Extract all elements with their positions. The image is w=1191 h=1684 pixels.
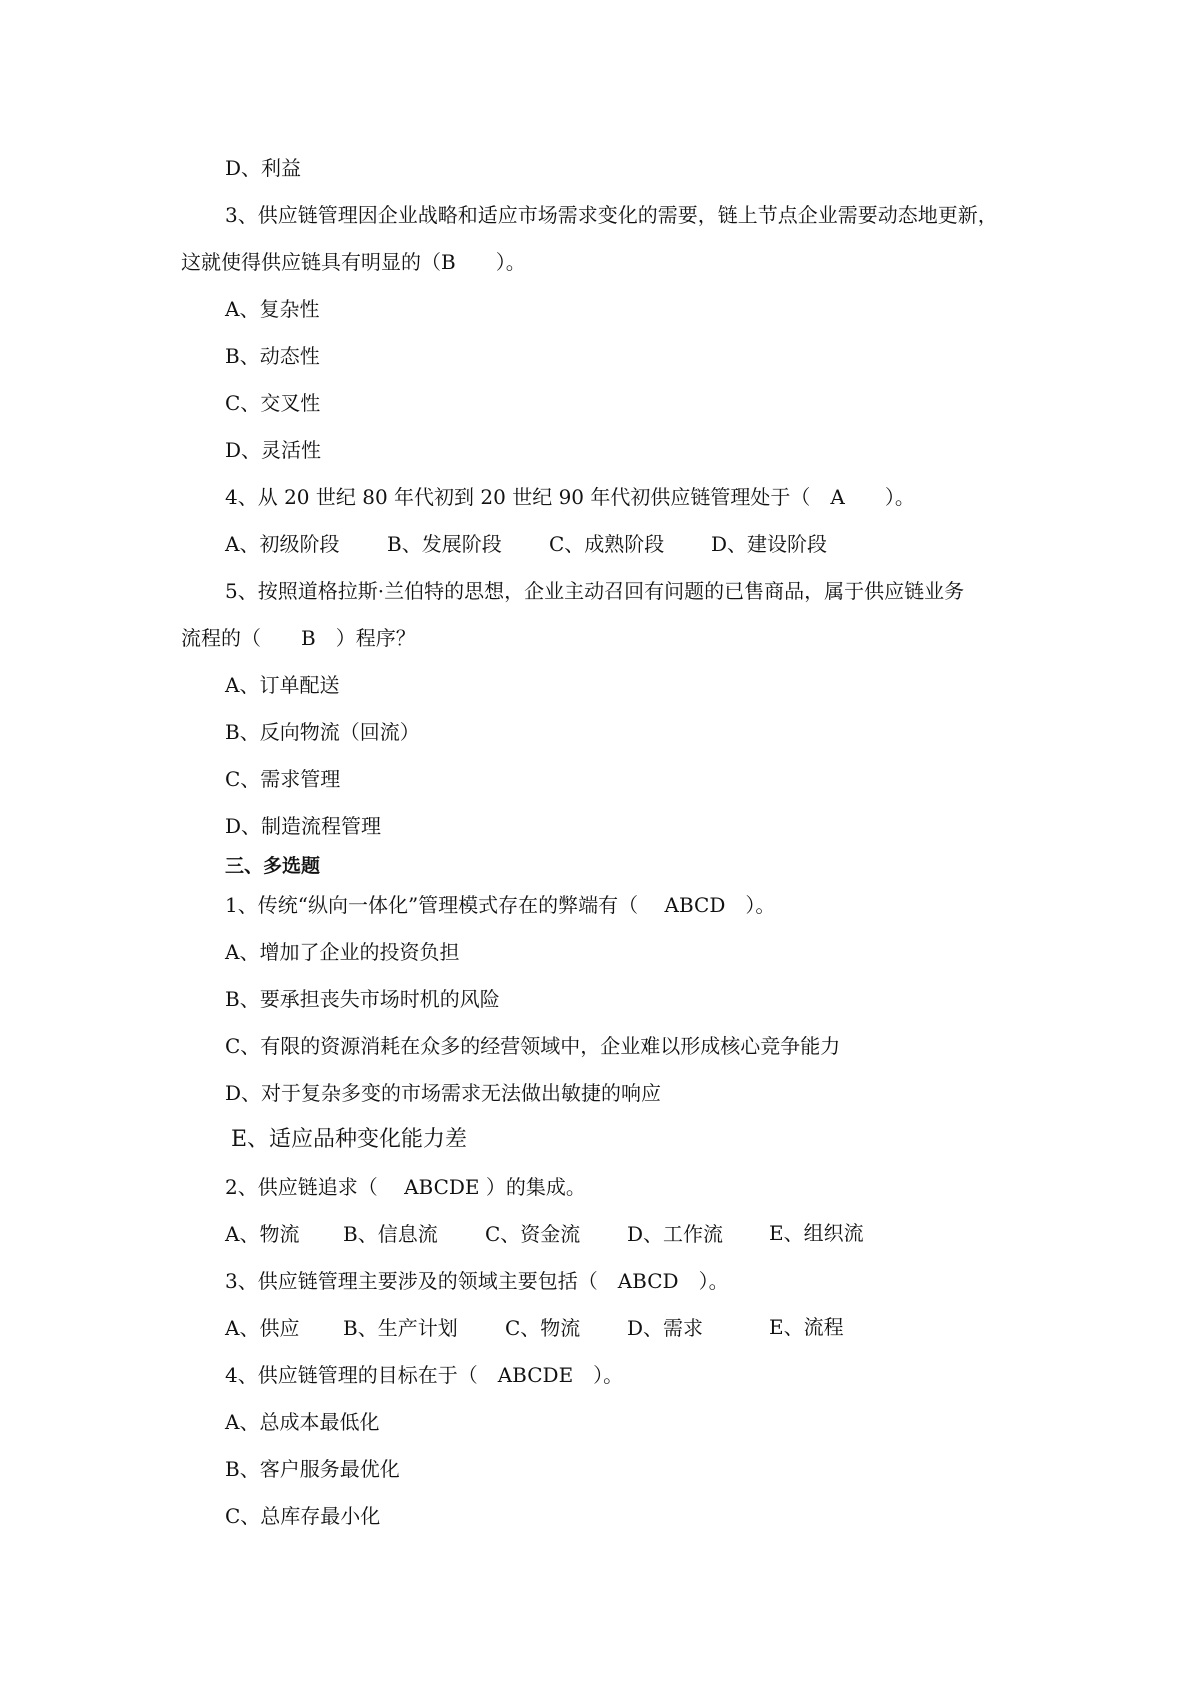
option-text: B、反向物流（回流） (225, 720, 420, 744)
question-text: 2、供应链追求（ ABCDE ）的集成。 (225, 1175, 586, 1199)
question-text: 4、从 20 世纪 80 年代初到 20 世纪 90 年代初供应链管理处于（ A ）。 (225, 485, 915, 509)
option-text: C、交叉性 (225, 391, 321, 415)
option-text: A、总成本最低化 (225, 1410, 380, 1434)
question-text: 3、供应链管理主要涉及的领域主要包括（ ABCD ）。 (225, 1269, 729, 1293)
option-text: D、制造流程管理 (225, 814, 382, 838)
question-text: 5、按照道格拉斯·兰伯特的思想，企业主动召回有问题的已售商品，属于供应链业务 (225, 579, 965, 603)
option-text: B、生产计划 (343, 1316, 458, 1340)
section-heading: 三、多选题 (225, 855, 321, 877)
option-text: A、物流 (225, 1222, 300, 1246)
option-text: D、工作流 (627, 1222, 724, 1246)
option-text: E、流程 (769, 1315, 844, 1339)
option-text: D、对于复杂多变的市场需求无法做出敏捷的响应 (225, 1081, 662, 1105)
option-text: A、增加了企业的投资负担 (225, 940, 460, 964)
option-text: B、动态性 (225, 344, 320, 368)
option-text: B、要承担丧失市场时机的风险 (225, 987, 500, 1011)
option-text: C、总库存最小化 (225, 1504, 381, 1528)
option-text: B、客户服务最优化 (225, 1457, 400, 1481)
question-text: 4、供应链管理的目标在于（ ABCDE ）。 (225, 1363, 624, 1387)
option-text: A、初级阶段 (225, 532, 340, 556)
option-text: A、复杂性 (225, 297, 320, 321)
option-text: C、物流 (505, 1316, 581, 1340)
option-text: C、成熟阶段 (549, 532, 665, 556)
option-text: B、信息流 (343, 1222, 438, 1246)
option-text: D、建设阶段 (711, 532, 828, 556)
option-text: C、有限的资源消耗在众多的经营领域中，企业难以形成核心竞争能力 (225, 1034, 841, 1058)
option-text: E、适应品种变化能力差 (231, 1127, 468, 1152)
question-text: 1、传统“纵向一体化”管理模式存在的弊端有（ ABCD ）。 (225, 893, 776, 917)
option-text: E、组织流 (769, 1221, 864, 1245)
option-text: B、发展阶段 (387, 532, 502, 556)
option-text: C、资金流 (485, 1222, 581, 1246)
option-text: D、灵活性 (225, 438, 322, 462)
option-text: D、利益 (225, 156, 302, 180)
question-text: 3、供应链管理因企业战略和适应市场需求变化的需要，链上节点企业需要动态地更新， (225, 203, 998, 227)
option-text: D、需求 (627, 1316, 704, 1340)
option-text: A、供应 (225, 1316, 300, 1340)
option-text: C、需求管理 (225, 767, 341, 791)
question-text: 这就使得供应链具有明显的（B ）。 (181, 250, 526, 274)
question-text: 流程的（ B ）程序？ (181, 626, 416, 650)
option-text: A、订单配送 (225, 673, 340, 697)
